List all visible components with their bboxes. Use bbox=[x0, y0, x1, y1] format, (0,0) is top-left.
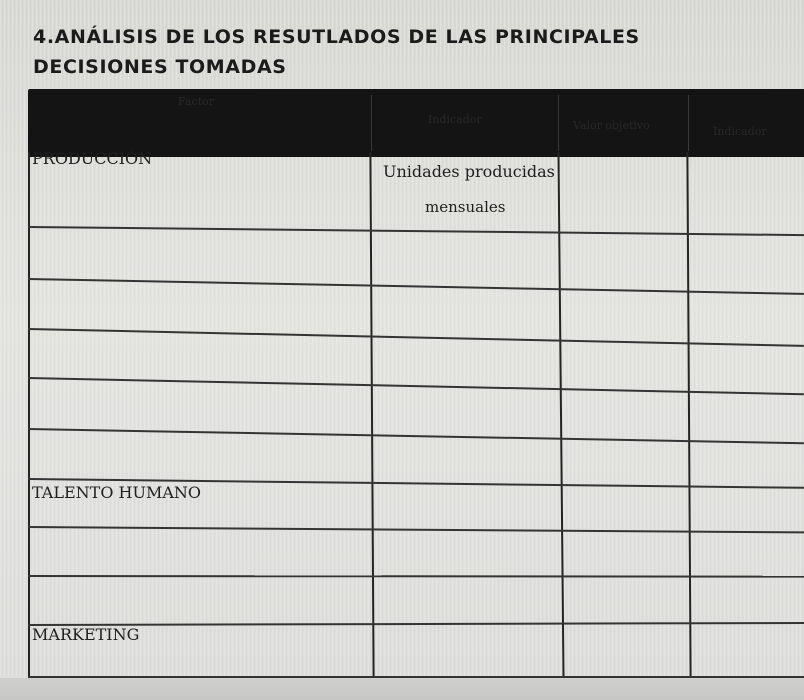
header-divider bbox=[371, 95, 372, 151]
analysis-table bbox=[28, 149, 804, 680]
header-cell-indicator: Indicador bbox=[428, 113, 482, 126]
table-header bbox=[28, 89, 804, 157]
header-cell-factor: Factor bbox=[178, 95, 214, 108]
header-cell-target: Valor objetivo bbox=[573, 119, 650, 132]
header-cell-indicator-2: Indicador bbox=[713, 125, 767, 138]
factor-production: PRODUCCIÓN bbox=[32, 149, 153, 168]
indicator-units-produced-line-2: mensuales bbox=[425, 198, 506, 216]
factor-marketing: MARKETING bbox=[32, 625, 140, 644]
indicator-units-produced-line-1: Unidades producidas bbox=[383, 162, 555, 181]
row-divider bbox=[28, 622, 804, 626]
section-heading bbox=[33, 22, 693, 82]
section-heading-line-2: DECISIONES TOMADAS bbox=[33, 56, 287, 78]
factor-human-talent: TALENTO HUMANO bbox=[32, 483, 202, 502]
row-divider bbox=[28, 526, 804, 533]
page-bottom-edge bbox=[0, 678, 804, 700]
row-divider bbox=[28, 575, 804, 577]
column-divider bbox=[686, 152, 691, 678]
header-divider bbox=[558, 95, 559, 151]
section-heading-line-1: 4.ANÁLISIS DE LOS RESUTLADOS DE LAS PRINCIPALES bbox=[33, 26, 640, 48]
table-border-left bbox=[28, 152, 30, 678]
header-divider bbox=[688, 95, 689, 151]
